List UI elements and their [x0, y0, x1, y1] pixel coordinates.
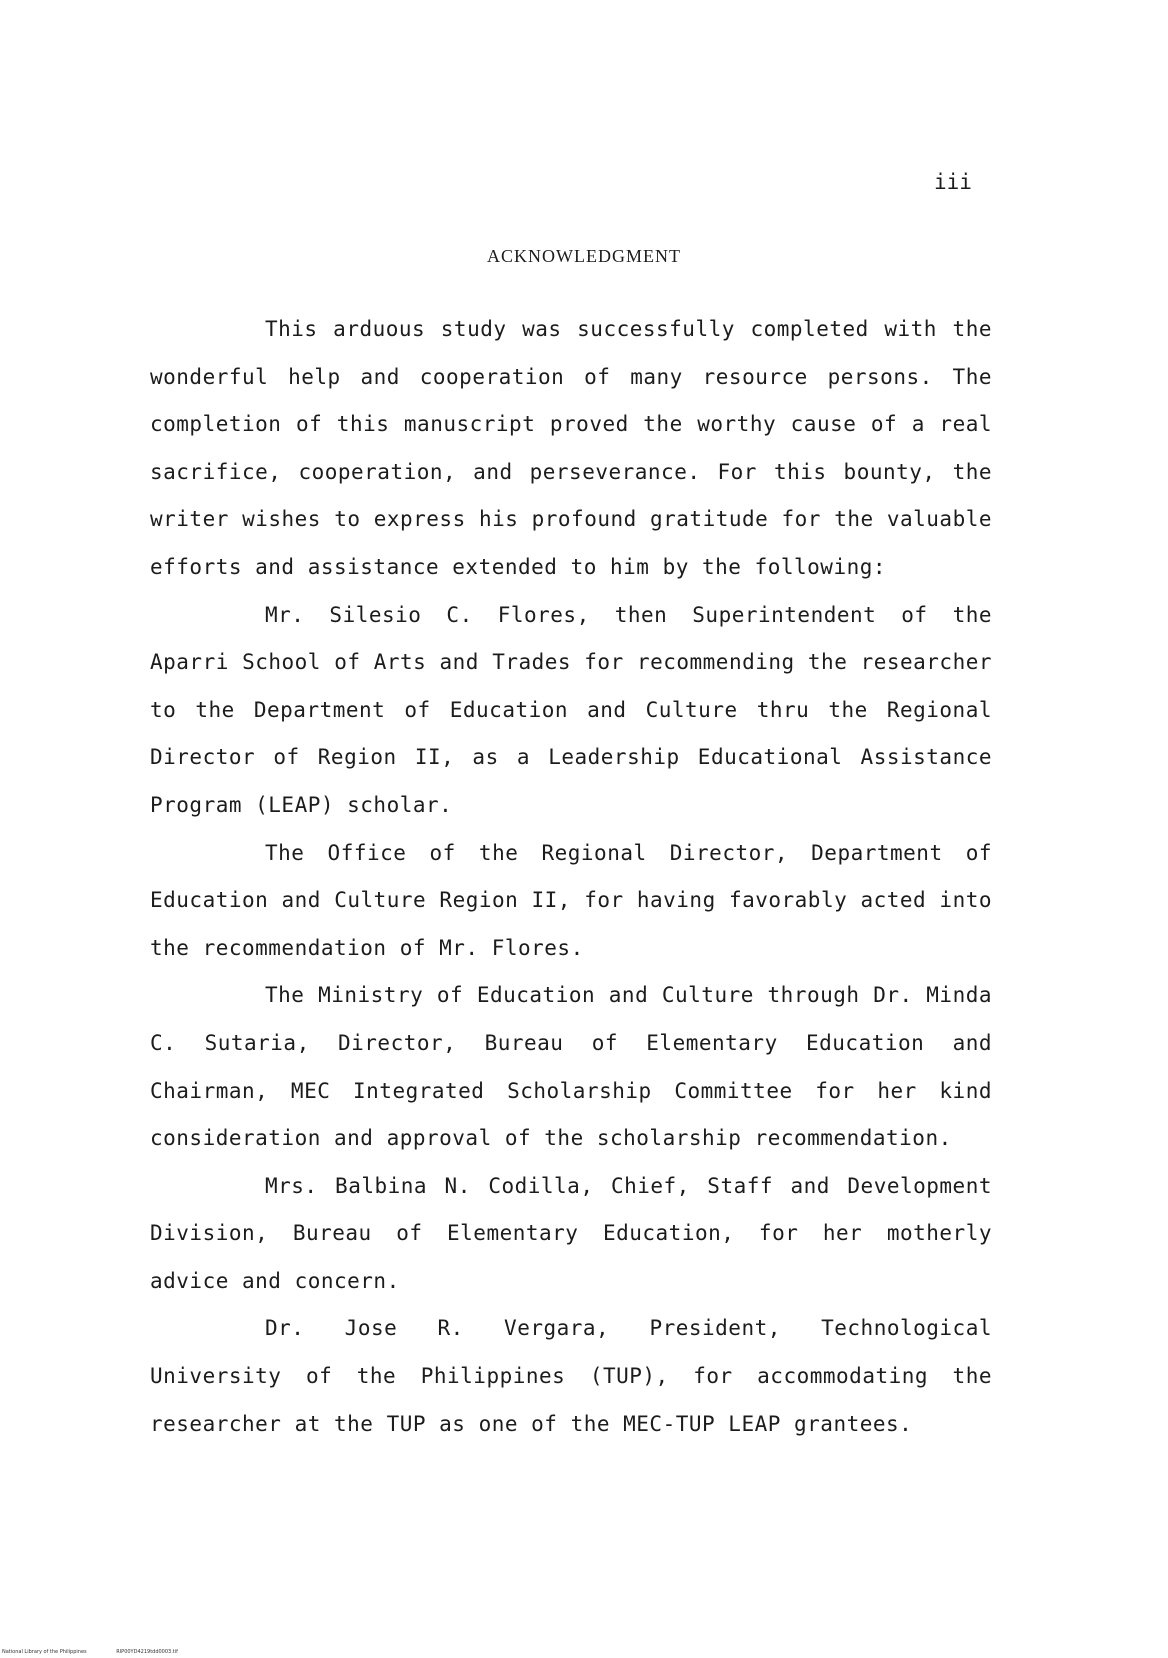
paragraph-ministry: The Ministry of Education and Culture through Dr. Minda C. Sutaria, Director, Bureau of Elementary Education and Chairman, MEC Integrated Scholarship Committee for her kind consideration and approval of the scholarship recommendation. [150, 983, 992, 1151]
paragraph-flores: Mr. Silesio C. Flores, then Superintendent of the Aparri School of Arts and Trades for recommending the researcher to the Department of Education and Culture thru the Regional Director of Region II, as a Leadership Educational Assistance Program (LEAP) scholar. [150, 602, 992, 817]
footer-library: National Library of the Philippines [2, 1649, 87, 1655]
paragraph-intro: This arduous study was successfully completed with the wonderful help and cooperation of many resource persons. The completion of this manuscript proved the worthy cause of a real sacrifice, cooperation, and perseverance. For this bounty, the writer wishes to express his profound gratitude for the valuable efforts and assistance extended to him by the following: [150, 317, 992, 579]
paragraph-regional-director: The Office of the Regional Director, Department of Education and Culture Region II, for having favorably acted into the recommendation of Mr. Flores. [150, 840, 992, 960]
page-title: ACKNOWLEDGMENT [487, 246, 681, 266]
paragraph-codilla: Mrs. Balbina N. Codilla, Chief, Staff and Development Division, Bureau of Elementary Education, for her motherly advice and concern. [150, 1173, 992, 1293]
paragraph-vergara: Dr. Jose R. Vergara, President, Technological University of the Philippines (TUP), for accommodating the researcher at the TUP as one of the MEC-TUP LEAP grantees. [150, 1316, 992, 1436]
scan-footer [2, 1649, 178, 1655]
footer-file-id: RIP00YD4219tdd0003.tif [116, 1649, 178, 1655]
acknowledgment-body [150, 306, 992, 1448]
page-number: iii [934, 170, 972, 194]
